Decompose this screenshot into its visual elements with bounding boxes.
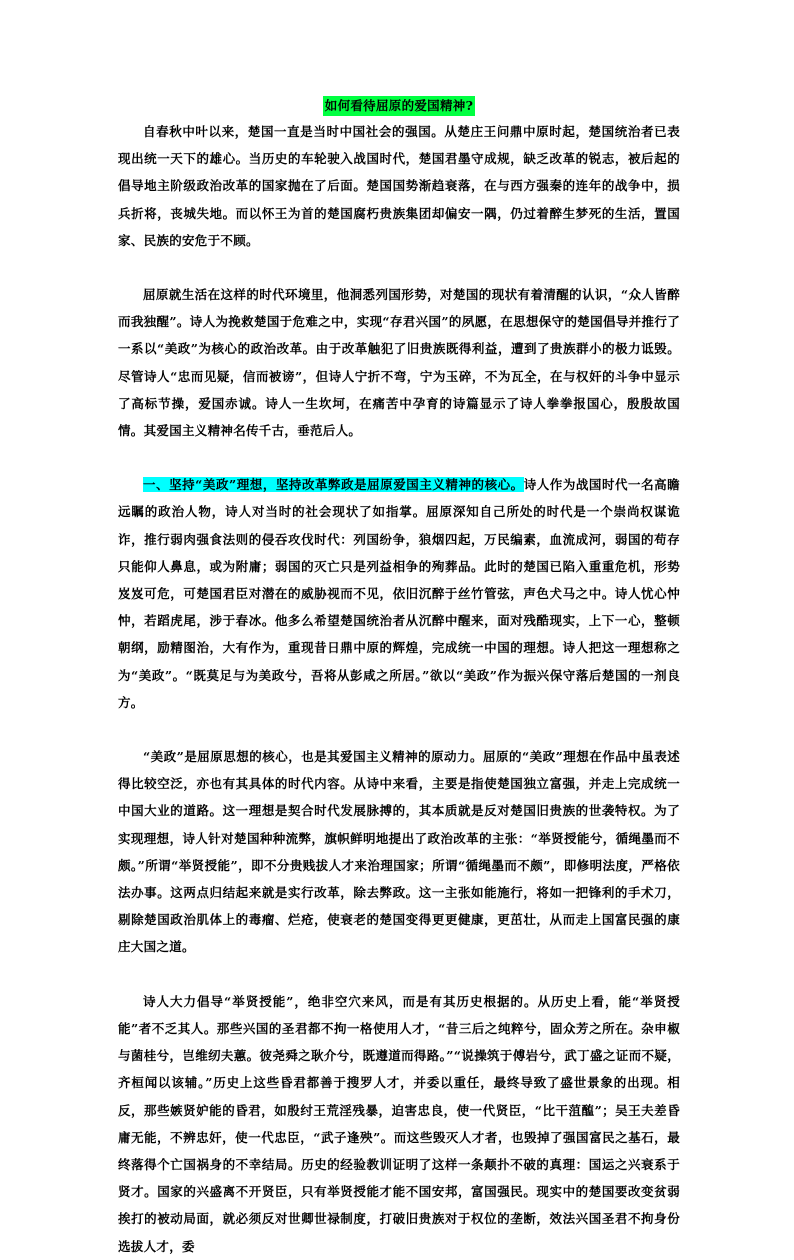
paragraph-gap (118, 254, 680, 281)
paragraph-2: 屈原就生活在这样的时代环境里，他洞悉列国形势，对楚国的现状有着清醒的认识，“众人皆醉而我独醒”。诗人为挽救楚国于危难之中，实现“存君兴国”的夙愿，在思想保守的楚国倡导并推行了一系以“美政”为核心的政治改革。由于改革触犯了旧贵族既得利益，遭到了贵族群小的极力诋毁。尽管诗人“忠而见疑，信而被谤”，但诗人宁折不弯，宁为玉碎，不为瓦全，在与权奸的斗争中显示了高标节操，爱国赤诚。诗人一生坎坷，在痛苦中孕育的诗篇显示了诗人拳拳报国心，殷殷故国情。其爱国主义精神名传千古，垂范后人。 (118, 287, 680, 439)
paragraph-gap (118, 716, 680, 743)
highlighted-heading: 一、坚持“美政”理想，坚持改革弊政是屈原爱国主义精神的核心。 (143, 477, 524, 493)
paragraph-4: “美政”是屈原思想的核心，也是其爱国主义精神的原动力。屈原的“美政”理想在作品中虽表述得比较空泛，亦也有其具体的时代内容。从诗中来看，主要是指使楚国独立富强，并走上完成统一中国大业的道路。这一理想是契合时代发展脉搏的，其本质就是反对楚国旧贵族的世袭特权。为了实现理想，诗人针对楚国种种流弊，旗帜鲜明地提出了政治改革的主张：“举贤授能兮，循绳墨而不颇。”所谓“举贤授能”，即不分贵贱拔人才来治理国家；所谓“循绳墨而不颇”，即修明法度，严格依法办事。这两点归结起来就是实行改革，除去弊政。这一主张如能施行，将如一把锋利的手术刀，剔除楚国政治肌体上的毒瘤、烂疮，使衰老的楚国变得更更健康，更茁壮，从而走上国富民强的康庄大国之道。 (118, 749, 680, 955)
paragraph-1: 自春秋中叶以来，楚国一直是当时中国社会的强国。从楚庄王问鼎中原时起，楚国统治者已表现出统一天下的雄心。当历史的车轮驶入战国时代，楚国君墨守成规，缺乏改革的锐志，被后起的倡导地主阶级政治改革的国家抛在了后面。楚国国势渐趋衰落，在与西方强秦的连年的战争中，损兵折将，丧城失地。而以怀王为首的楚国腐朽贵族集团却偏安一隅，仍过着醉生梦死的生活，置国家、民族的安危于不顾。 (118, 124, 680, 248)
paragraph-3-body: 诗人作为战国时代一名高瞻远瞩的政治人物，诗人对当时的社会现状了如指掌。屈原深知自己所处的时代是一个崇尚权谋诡诈，推行弱肉强食法则的侵吞攻伐时代：列国纷争，狼烟四起，万民编素，血流成河，弱国的苟存只能仰人鼻息，或为附庸；弱国的灭亡只是列益相争的殉葬品。此时的楚国已陷入重重危机，形势岌岌可危，可楚国君臣对潜在的威胁视而不见，依旧沉醉于丝竹管弦，声色犬马之中。诗人忧心忡忡，若蹈虎尾，涉于春冰。他多么希望楚国统治者从沉醉中醒来，面对残酷现实，上下一心，整顿朝纲，励精图治，大有作为，重现昔日鼎中原的辉煌，完成统一中国的理想。诗人把这一理想称之为“美政”。“既莫足与为美政兮，吾将从彭咸之所居。”欲以“美政”作为振兴保守落后楚国的一剂良方。 (118, 477, 680, 710)
paragraph-5: 诗人大力倡导“举贤授能”，绝非空穴来风，而是有其历史根据的。从历史上看，能“举贤授能”者不乏其人。那些兴国的圣君都不拘一格使用人才，“昔三后之纯粹兮，固众芳之所在。杂申椒与菌桂兮，岂维纫夫蕙。彼尧舜之耿介兮，既遵道而得路。”“说操筑于傅岩兮，武丁盛之证而不疑，齐桓闻以该辅。”历史上这些昏君都善于搜罗人才，并委以重任，最终导致了盛世景象的出现。相反，那些嫉贤妒能的昏君，如殷纣王荒淫残暴，迫害忠良，使一代贤臣，“比干菹醢”；吴王夫差昏庸无能，不辨忠奸，使一代忠臣，“武子逢殃”。而这些毁灭人才者，也毁掉了强国富民之基石，最终落得个亡国祸身的不幸结局。历史的经验教训证明了这样一条颠扑不破的真理：国运之兴衰系于贤才。国家的兴盛离不开贤臣，只有举贤授能才能不国安邦，富国强民。现实中的楚国要改变贫弱挨打的被动局面，就必须反对世卿世禄制度，打破旧贵族对于权位的垄断，效法兴国圣君不拘身份选拔人才，委 (118, 993, 680, 1254)
paragraph-gap (118, 444, 680, 471)
paragraph-gap (118, 961, 680, 988)
title-row (118, 96, 680, 118)
document-page (118, 96, 680, 1260)
paragraph-3 (118, 471, 680, 716)
document-title: 如何看待屈原的爱国精神? (323, 96, 475, 116)
